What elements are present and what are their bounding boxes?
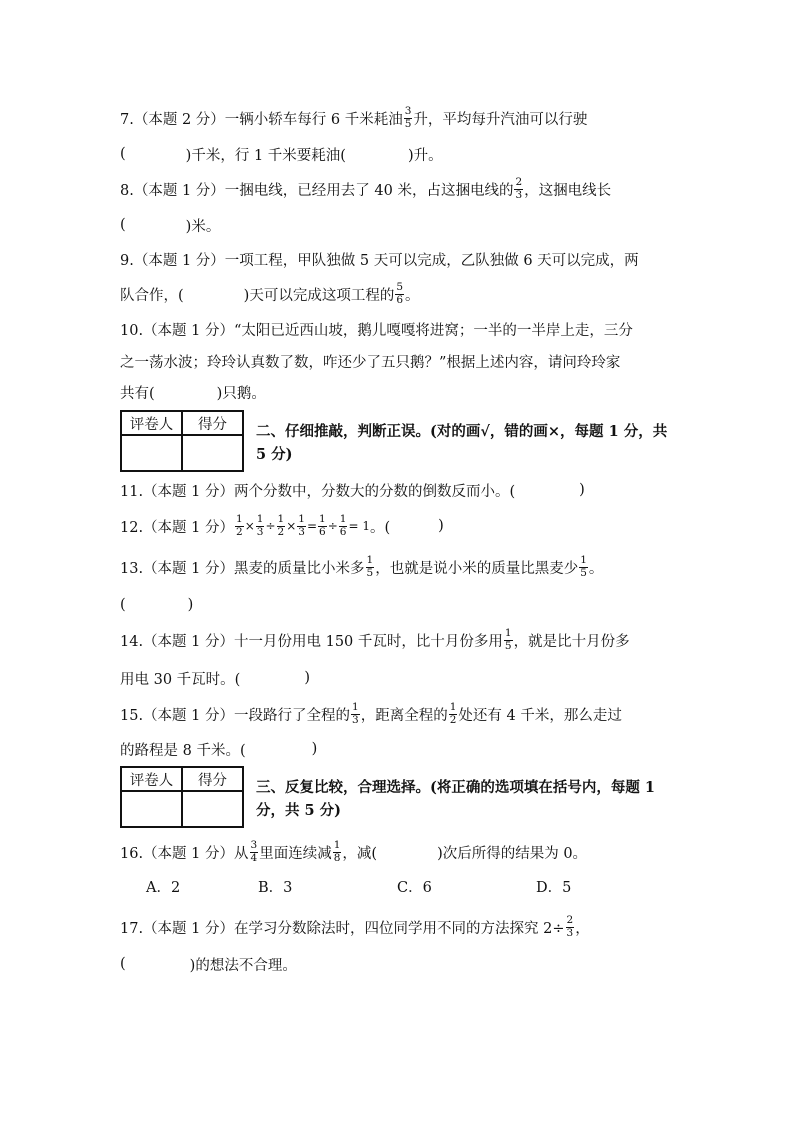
question-text: 16.（本题 1 分）从 <box>120 845 249 862</box>
question-11 <box>120 476 585 504</box>
question-text: 。 <box>405 287 420 304</box>
score-label: 得分 <box>182 767 243 791</box>
score-label: 得分 <box>182 411 243 435</box>
score-cell[interactable] <box>182 435 243 471</box>
question-17-line-2 <box>120 950 297 978</box>
question-14-line-2 <box>120 664 310 692</box>
operator: = <box>306 519 318 533</box>
fraction: $\frac{1}{3}$ <box>298 513 305 538</box>
question-text: ，这捆电线长 <box>524 182 612 199</box>
fraction: $\frac{3}{4}$ <box>250 839 258 864</box>
question-14-line-1 <box>120 626 630 654</box>
answer-blank-close: ) <box>304 670 310 686</box>
question-text: 。( <box>369 519 391 536</box>
fraction: $\frac{3}{5}$ <box>404 105 412 130</box>
question-text: )天可以完成这项工程的 <box>243 287 395 304</box>
question-13-line-2 <box>120 591 193 619</box>
question-15-line-1 <box>120 700 622 728</box>
question-text: 共有( <box>120 385 155 402</box>
option-d[interactable]: D．5 <box>536 880 572 896</box>
question-8-line-1 <box>120 175 611 203</box>
question-7-line-1 <box>120 104 587 132</box>
fraction: $\frac{2}{3}$ <box>515 176 523 201</box>
reviewer-cell[interactable] <box>121 435 182 471</box>
option-a[interactable]: A．2 <box>146 880 181 896</box>
answer-blank-close: ) <box>311 741 318 757</box>
question-text: 的路程是 8 千米。( <box>120 742 246 759</box>
question-text: )升。 <box>407 147 443 164</box>
question-text: )千米，行 1 千米要耗油( <box>185 147 346 164</box>
question-text: 之一荡水波；玲玲认真数了数，咋还少了五只鹅？”根据上述内容，请问玲玲家 <box>120 354 621 371</box>
fraction: $\frac{5}{6}$ <box>396 281 404 306</box>
question-text: ， <box>575 920 590 937</box>
question-10-line-2 <box>120 347 620 375</box>
fraction: $\frac{1}{6}$ <box>339 513 347 538</box>
fraction: $\frac{2}{3}$ <box>566 914 574 939</box>
answer-blank-close: ) <box>438 518 444 534</box>
reviewer-cell[interactable] <box>121 791 182 827</box>
question-text: 升，平均每升汽油可以行驶 <box>413 111 588 128</box>
fraction: $\frac{1}{2}$ <box>236 513 243 538</box>
question-16-options <box>0 876 794 900</box>
grader-box <box>120 766 244 828</box>
question-9-line-1 <box>120 245 639 273</box>
grader-box <box>120 410 244 472</box>
question-text: 14.（本题 1 分）十一月份用电 150 千瓦时，比十月份多用 <box>120 633 503 650</box>
reviewer-label: 评卷人 <box>121 411 182 435</box>
answer-blank-open: ( <box>120 956 126 972</box>
question-text: 队合作，( <box>120 287 184 304</box>
question-10-line-3 <box>120 378 266 406</box>
fraction: $\frac{1}{3}$ <box>352 701 359 726</box>
reviewer-label: 评卷人 <box>121 767 182 791</box>
question-text: 8.（本题 1 分）一捆电线，已经用去了 40 米，占这捆电线的 <box>120 182 514 199</box>
fraction: $\frac{1}{5}$ <box>366 554 374 579</box>
fraction: $\frac{1}{8}$ <box>333 839 341 864</box>
question-12 <box>120 512 444 540</box>
answer-blank-open: ( <box>120 146 126 162</box>
section-3-heading: 三、反复比较，合理选择。(将正确的选项填在括号内，每题 1 分，共 5 分) <box>256 779 655 819</box>
question-15-line-2 <box>120 735 317 763</box>
question-text: 15.（本题 1 分）一段路行了全程的 <box>120 707 351 724</box>
question-16 <box>120 838 587 866</box>
question-17-line-1 <box>120 913 590 941</box>
fraction: $\frac{1}{2}$ <box>449 701 457 726</box>
question-8-line-2 <box>120 211 220 239</box>
question-text: 11.（本题 1 分）两个分数中，分数大的分数的倒数反而小。( <box>120 483 516 500</box>
question-text: )次后所得的结果为 0。 <box>437 845 588 862</box>
question-text: 12.（本题 1 分） <box>120 519 235 536</box>
fraction: $\frac{1}{6}$ <box>319 513 326 538</box>
operator: ÷ <box>265 519 276 533</box>
answer-blank-open: ( <box>120 597 126 613</box>
question-text: )米。 <box>185 218 221 235</box>
question-13-line-1 <box>120 553 603 581</box>
operator: × <box>286 519 297 533</box>
fraction: $\frac{1}{2}$ <box>277 513 285 538</box>
question-text: 处还有 4 千米，那么走过 <box>458 707 622 724</box>
question-text: 7.（本题 2 分）一辆小轿车每行 6 千米耗油 <box>120 111 403 128</box>
option-c[interactable]: C．6 <box>397 880 432 896</box>
question-text: )只鹅。 <box>216 385 266 402</box>
question-9-line-2 <box>120 280 420 308</box>
fraction: $\frac{1}{5}$ <box>580 554 587 579</box>
question-text: 里面连续减 <box>259 845 332 862</box>
question-7-line-2 <box>120 140 443 168</box>
operator: × <box>244 519 255 533</box>
answer-blank-close: ) <box>187 597 194 613</box>
answer-blank-close: ) <box>579 482 585 498</box>
operator: ÷ <box>327 519 338 533</box>
score-cell[interactable] <box>182 791 243 827</box>
fraction: $\frac{1}{5}$ <box>504 627 512 652</box>
section-2-heading: 二、仔细推敲，判断正误。(对的画√，错的画×，每题 1 分，共 5 分) <box>256 423 668 463</box>
question-text: ，减( <box>342 845 378 862</box>
question-text: ，距离全程的 <box>360 707 448 724</box>
question-text: ，也就是说小米的质量比黑麦少 <box>375 560 579 577</box>
question-text: 。 <box>588 560 604 577</box>
question-text: 13.（本题 1 分）黑麦的质量比小米多 <box>120 560 365 577</box>
fraction: $\frac{1}{3}$ <box>256 513 264 538</box>
answer-blank-open: ( <box>120 217 126 233</box>
question-text: 17.（本题 1 分）在学习分数除法时，四位同学用不同的方法探究 2÷ <box>120 920 565 937</box>
option-b[interactable]: B．3 <box>258 880 293 896</box>
question-text: 用电 30 千瓦时。( <box>120 671 241 688</box>
question-text: )的想法不合理。 <box>189 957 297 974</box>
question-text: 10.（本题 1 分）“太阳已近西山坡，鹅儿嘎嘎将进窝；一半的一半岸上走，三分 <box>120 322 633 339</box>
question-text: ，就是比十月份多 <box>513 633 630 650</box>
question-text: 9.（本题 1 分）一项工程，甲队独做 5 天可以完成，乙队独做 6 天可以完成，两 <box>120 252 639 269</box>
question-10-line-1 <box>120 315 633 343</box>
operator: = 1 <box>348 519 370 533</box>
